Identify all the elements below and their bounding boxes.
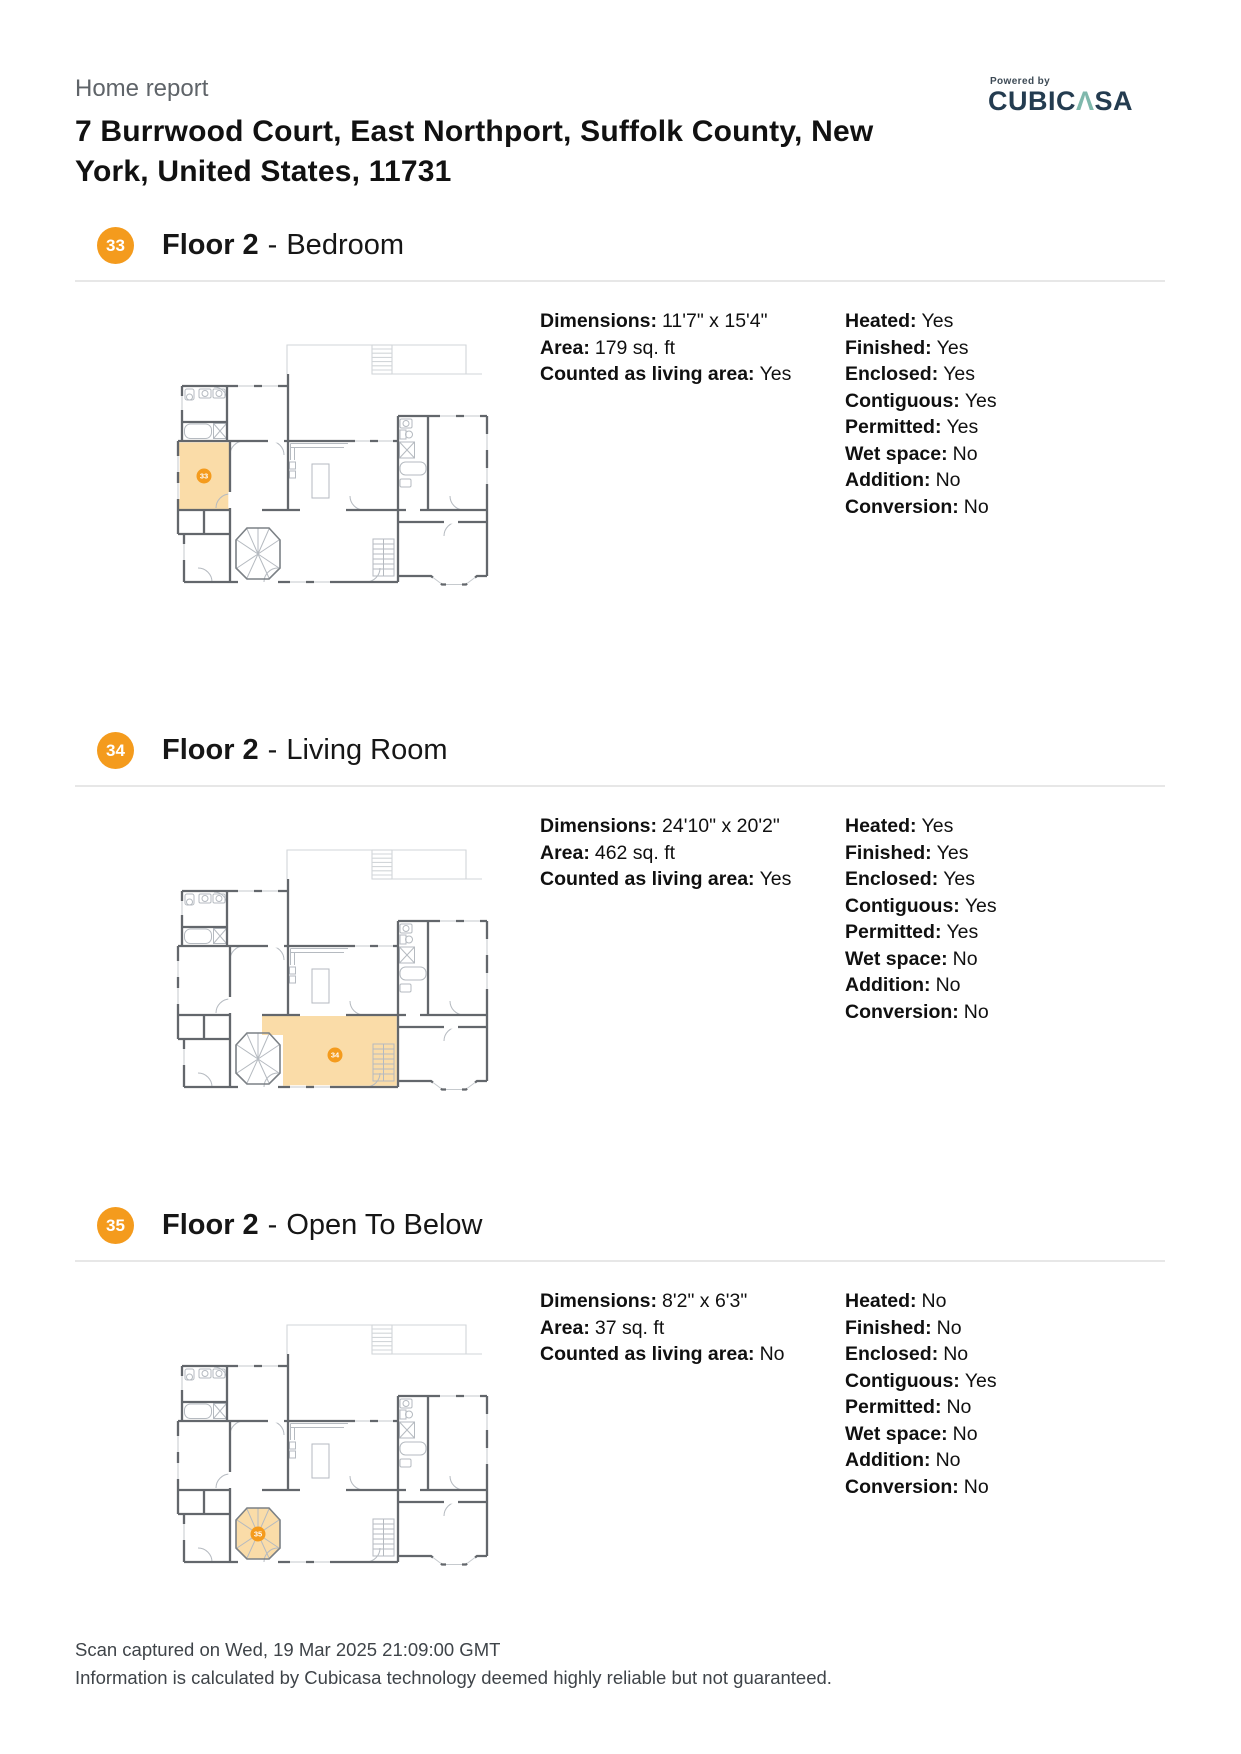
floor-plan-container: [75, 1262, 540, 1568]
powered-by-label: Powered by: [989, 76, 1051, 87]
detail-value: 24'10" x 20'2": [662, 815, 780, 838]
section-content: [75, 282, 1165, 588]
svg-text:33: 33: [199, 471, 209, 481]
floor-plan-container: [75, 282, 540, 588]
footer-disclaimer-line: Information is calculated by Cubicasa technology deemed highly reliable but not guaranteed.: [75, 1666, 832, 1688]
section-title: [162, 229, 404, 262]
flag-row: [845, 388, 1165, 415]
section-badge: 33: [97, 227, 134, 264]
svg-text:35: 35: [253, 1529, 263, 1539]
flag-row: [845, 1341, 1165, 1368]
flag-label: Permitted:: [845, 1396, 942, 1419]
flag-label: Heated:: [845, 310, 917, 333]
detail-label: Dimensions:: [540, 310, 658, 333]
flag-row: [845, 893, 1165, 920]
flag-label: Contiguous:: [845, 894, 960, 917]
flag-label: Conversion:: [845, 495, 959, 518]
detail-value: Yes: [759, 868, 792, 891]
deck-outline: [287, 850, 482, 879]
detail-value: 8'2" x 6'3": [662, 1290, 748, 1313]
report-label: Home report: [75, 75, 209, 102]
detail-row: [540, 1341, 845, 1368]
brand-part-2: SA: [1094, 86, 1133, 116]
detail-row: [540, 1315, 845, 1342]
detail-row: [540, 1288, 845, 1315]
detail-label: Dimensions:: [540, 815, 658, 838]
flag-value: Yes: [921, 815, 954, 838]
footer-scan-line: Scan captured on Wed, 19 Mar 2025 21:09:00 GMT: [75, 1639, 501, 1660]
detail-row: [540, 308, 845, 335]
detail-label: Area:: [540, 841, 590, 864]
flag-value: No: [946, 1396, 972, 1419]
flag-value: Yes: [921, 310, 954, 333]
flag-value: No: [952, 1422, 978, 1445]
detail-row: [540, 335, 845, 362]
room-label: Bedroom: [286, 229, 405, 262]
section-badge: 35: [97, 1207, 134, 1244]
flag-value: No: [952, 947, 978, 970]
flag-row: [845, 1447, 1165, 1474]
section-title: [162, 734, 448, 767]
flag-row: [845, 946, 1165, 973]
flag-row: [845, 467, 1165, 494]
flag-label: Heated:: [845, 1290, 917, 1313]
flag-row: [845, 361, 1165, 388]
flag-label: Conversion:: [845, 1475, 959, 1498]
details-column: [540, 282, 845, 388]
section-header: [75, 1207, 1165, 1244]
flag-label: Enclosed:: [845, 363, 939, 386]
flag-value: Yes: [964, 389, 997, 412]
flag-value: No: [921, 1290, 947, 1313]
flag-label: Permitted:: [845, 416, 942, 439]
flag-label: Contiguous:: [845, 389, 960, 412]
section-living-room: [75, 732, 1165, 1093]
flag-label: Addition:: [845, 1449, 931, 1472]
title-separator: -: [267, 734, 278, 767]
window-sills: [178, 1366, 487, 1565]
floor-plan-container: [75, 787, 540, 1093]
flag-label: Finished:: [845, 336, 932, 359]
room-number-badge: [328, 1048, 343, 1063]
title-separator: -: [267, 1209, 278, 1242]
flag-row: [845, 414, 1165, 441]
room-label: Living Room: [286, 734, 448, 767]
section-content: [75, 787, 1165, 1093]
detail-row: [540, 866, 845, 893]
floor-label: Floor 2: [162, 229, 259, 262]
flag-label: Enclosed:: [845, 1343, 939, 1366]
flag-label: Addition:: [845, 974, 931, 997]
details-column: [540, 1262, 845, 1368]
section-title: [162, 1209, 483, 1242]
section-header: [75, 227, 1165, 264]
room-number-badge: [251, 1527, 266, 1542]
flag-label: Enclosed:: [845, 868, 939, 891]
brand-caret: Λ: [1075, 86, 1095, 116]
detail-label: Area:: [540, 1316, 590, 1339]
detail-value: Yes: [759, 363, 792, 386]
flags-column: [845, 1262, 1165, 1500]
walls: [178, 1354, 487, 1565]
section-header: [75, 732, 1165, 769]
flags-column: [845, 282, 1165, 520]
section-badge: 34: [97, 732, 134, 769]
brand-wordmark: [988, 87, 1133, 115]
section-open-to-below: [75, 1207, 1165, 1568]
detail-value: 179 sq. ft: [594, 336, 676, 359]
detail-label: Dimensions:: [540, 1290, 658, 1313]
flag-row: [845, 866, 1165, 893]
flag-value: Yes: [936, 841, 969, 864]
flag-row: [845, 972, 1165, 999]
flag-value: No: [963, 495, 989, 518]
flag-value: No: [935, 1449, 961, 1472]
detail-label: Area:: [540, 336, 590, 359]
flag-value: No: [963, 1475, 989, 1498]
flag-label: Conversion:: [845, 1000, 959, 1023]
title-separator: -: [267, 229, 278, 262]
details-column: [540, 787, 845, 893]
flag-value: Yes: [964, 1369, 997, 1392]
flag-value: Yes: [936, 336, 969, 359]
detail-row: [540, 813, 845, 840]
svg-text:34: 34: [330, 1050, 340, 1060]
flag-row: [845, 1394, 1165, 1421]
detail-value: 37 sq. ft: [594, 1316, 665, 1339]
detail-row: [540, 840, 845, 867]
flag-label: Contiguous:: [845, 1369, 960, 1392]
flag-label: Addition:: [845, 469, 931, 492]
cubicasa-logo: [988, 76, 1133, 115]
flag-value: Yes: [946, 921, 979, 944]
flag-row: [845, 494, 1165, 521]
flag-row: [845, 1474, 1165, 1501]
section-content: [75, 1262, 1165, 1568]
flag-label: Finished:: [845, 1316, 932, 1339]
flag-label: Wet space:: [845, 442, 948, 465]
detail-value: 11'7" x 15'4": [662, 310, 768, 333]
section-bedroom: [75, 227, 1165, 588]
detail-label: Counted as living area:: [540, 868, 755, 891]
flag-row: [845, 840, 1165, 867]
room-number-badge: [197, 469, 212, 484]
flag-label: Wet space:: [845, 1422, 948, 1445]
brand-part-1: CUBIC: [987, 86, 1076, 116]
flag-value: No: [943, 1343, 969, 1366]
flag-value: Yes: [946, 416, 979, 439]
flag-value: No: [963, 1000, 989, 1023]
detail-label: Counted as living area:: [540, 1343, 755, 1366]
flag-label: Heated:: [845, 815, 917, 838]
flags-column: [845, 787, 1165, 1025]
flag-row: [845, 813, 1165, 840]
flag-value: No: [935, 469, 961, 492]
flag-row: [845, 999, 1165, 1026]
detail-row: [540, 361, 845, 388]
flag-value: No: [935, 974, 961, 997]
room-label: Open To Below: [286, 1209, 483, 1242]
flag-label: Finished:: [845, 841, 932, 864]
flag-row: [845, 919, 1165, 946]
flag-row: [845, 335, 1165, 362]
detail-value: No: [759, 1343, 785, 1366]
flag-row: [845, 1288, 1165, 1315]
floor-plan-image: [150, 843, 490, 1093]
flag-value: No: [952, 442, 978, 465]
deck-outline: [287, 1325, 482, 1354]
floor-plan-image: [150, 1318, 490, 1568]
flag-row: [845, 1421, 1165, 1448]
flag-row: [845, 1368, 1165, 1395]
flag-value: Yes: [943, 868, 975, 891]
floor-plan-image: [150, 338, 490, 588]
flag-row: [845, 308, 1165, 335]
detail-value: 462 sq. ft: [594, 841, 676, 864]
flag-label: Permitted:: [845, 921, 942, 944]
detail-label: Counted as living area:: [540, 363, 755, 386]
flag-value: Yes: [964, 894, 997, 917]
deck-outline: [287, 345, 482, 374]
flag-row: [845, 441, 1165, 468]
flag-value: No: [936, 1316, 962, 1339]
floor-label: Floor 2: [162, 734, 259, 767]
flag-row: [845, 1315, 1165, 1342]
footer: [75, 1636, 832, 1692]
floor-label: Floor 2: [162, 1209, 259, 1242]
flag-label: Wet space:: [845, 947, 948, 970]
page-title-address: 7 Burrwood Court, East Northport, Suffolk County, New York, United States, 11731: [75, 115, 874, 188]
flag-value: Yes: [943, 363, 975, 386]
